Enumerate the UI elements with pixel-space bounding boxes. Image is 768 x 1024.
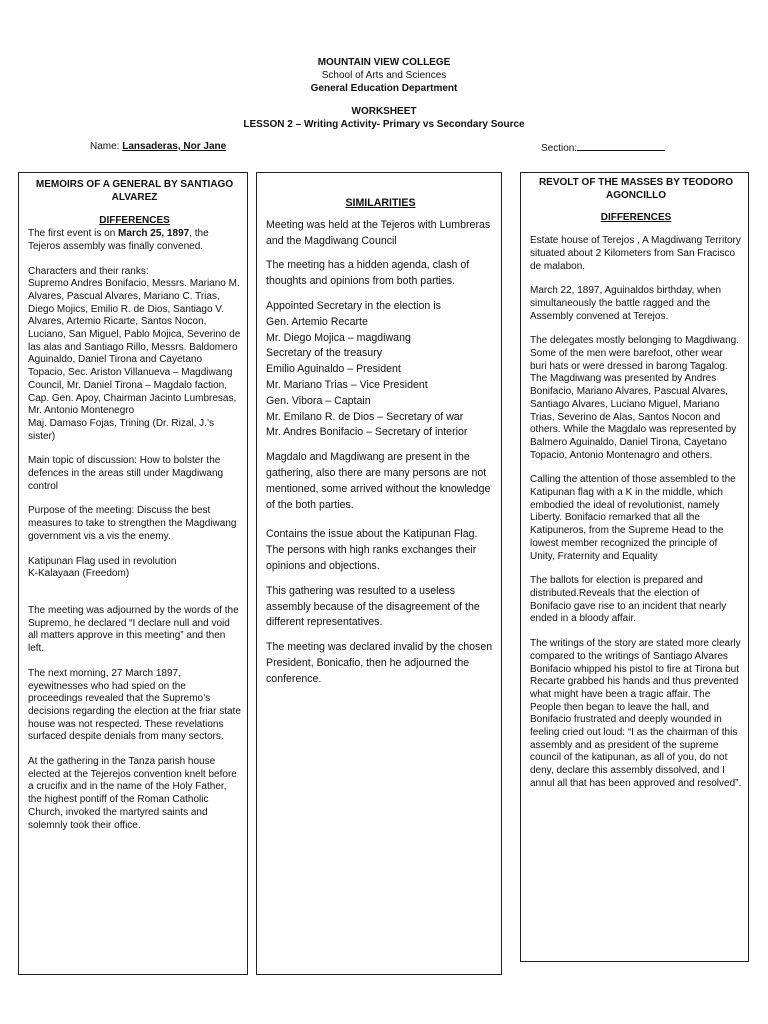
revolt-paragraph-6: The writings of the story are stated more clearly compared to the writings of Santiago Alvares Bonifacio whipped his pistol to fire at Tirona but Recarte grabbed his hands and thus prevented what might have been a tragic affair. The People then began to leave the hall, and Bonifacio frustrated and deeply wounded in feeling cried out loud: “I as the chairman of this assembly and as president of the supreme council of the katipunan, as all of you, do not deny, declare this assembly dissolved, and I annul all that has been approved and resolved”. [530, 638, 742, 789]
memoirs-title: MEMOIRS OF A GENERAL BY SANTIAGO ALVAREZ [35, 179, 234, 203]
memoirs-column [18, 172, 248, 975]
revolt-differences-heading: DIFFERENCES [600, 212, 672, 224]
similarities-heading: SIMILARITIES [345, 197, 416, 209]
school-name: School of Arts and Sciences [321, 70, 447, 81]
name-row [90, 141, 226, 152]
similarities-paragraph-5: Contains the issue about the Katipunan Flag. The persons with high ranks exchanges their opinions and objections. [266, 528, 478, 572]
similarities-paragraph-3: Appointed Secretary in the election is Gen. Artemio Recarte Mr. Diego Mojica – magdiwang Secretary of the treasury Emilio Aguinaldo – President Mr. Mariano Trias – Vice President Gen. Vibora – Captain Mr. Emilano R. de Dios – Secretary of war Mr. Andres Bonifacio – Secretary of interior [266, 299, 468, 439]
revolt-column [520, 172, 749, 962]
name-value: Lansaderas, Nor Jane [122, 141, 227, 152]
similarities-paragraph-6: This gathering was resulted to a useless assembly because of the disagreement of the different representatives. [266, 584, 480, 629]
similarities-paragraph-1: Meeting was held at the Tejeros with Lumbreras and the Magdiwang Council [266, 218, 491, 247]
similarities-column [256, 172, 502, 975]
similarities-paragraph-2: The meeting has a hidden agenda, clash of thoughts and opinions from both parties. [266, 259, 470, 288]
section-label: Section: [541, 143, 578, 154]
revolt-paragraph-5: The ballots for election is prepared and distributed.Reveals that the election of Bonifacio gave rise to an incident that nearly ended in a bloody affair. [530, 575, 727, 625]
memoirs-paragraph-2: Characters and their ranks: Supremo Andres Bonifacio, Messrs. Mariano M. Alvares, Pascual Alvares, Mariano C. Trias, Diego Mojics, Emilio R. de Dios, Santiago V. Alvares, Artemio Ricarte, Santos Nocon, Luciano, San Miguel, Pablo Mojica, Severino de las alas and Santiago Rillo, Messrs. Baldomero Aguinaldo, Daniel Tirona and Cayetano Topacio, Sec. Ariston Villanueva – Magdiwang Council, Mr. Daniel Tirona – Magdalo faction, Cap. Gen. Apoy, Chairman Jacinto Lumbresas, Mr. Antonio Montenegro Maj. Damaso Fojas, Trining (Dr. Rizal, J.’s sister) [28, 265, 241, 442]
memoirs-paragraph-5: Katipunan Flag used in revolution K-Kalayaan (Freedom) [28, 555, 177, 580]
revolt-paragraph-4: Calling the attention of those assembled to the Katipunan flag with a K in the middle, which embodied the ideal of revolutionist, namely Liberty. Bonifacio remarked that all the Katipuneros, from the Supreme Head to the lowest member recognized the principle of Unity, Fraternity and Equality [530, 474, 736, 562]
revolt-paragraph-1: Estate house of Terejos , A Magdiwang Territory situated about 2 Kilometers from San Fracisco de malabon. [530, 235, 741, 272]
name-label: Name: [90, 141, 120, 152]
memoirs-paragraph-3: Main topic of discussion: How to bolster the defences in the areas still under Magdiwang control [28, 455, 224, 492]
document-header [0, 56, 768, 131]
memoirs-paragraph-1: The first event is on March 25, 1897, the Tejeros assembly was finally convened. [28, 228, 209, 252]
section-blank-line [577, 141, 665, 151]
department-name: General Education Department [310, 83, 458, 94]
memoirs-paragraph-6: The meeting was adjourned by the words of the Supremo, he declared “I declare null and void all matters approve in this meeting” and then left. [28, 604, 239, 655]
memoirs-paragraph-7: The next morning, 27 March 1897, eyewitnesses who had spied on the proceedings revealed that the Supremo’s decisions regarding the election at the friar state house was not respected. These revelations surfaced despite denials from many sectors. [28, 667, 241, 743]
memoirs-paragraph-8: At the gathering in the Tanza parish house elected at the Tejerejos convention knelt before a crucifix and in the name of the Holy Father, the highest pontiff of the Roman Catholic Church, invoked the martyred saints and solemnly took their office. [28, 756, 237, 831]
section-row [541, 141, 665, 154]
revolt-paragraph-3: The delegates mostly belonging to Magdiwang. Some of the men were barefoot, other wear buri hats or were dressed in barong Tagalog. The Magdiwang was presented by Andres Bonifacio, Mariano Alvares, Pascual Alvares, Santiago Alvares, Luciano Miguel, Mariano Trias, Severino de Alas, Santos Nocon and others. While the Magdalo was represented by Balmero Aguinaldo, Daniel Tirona, Cayetano Topacio, Antonio Montenagro and others. [530, 335, 740, 461]
similarities-paragraph-4: Magdalo and Magdiwang are present in the gathering, also there are many persons are not mentioned, some arrived without the knowledge of the both parties. [266, 451, 491, 511]
memoirs-differences-heading: DIFFERENCES [99, 215, 170, 227]
memoirs-paragraph-4: Purpose of the meeting: Discuss the best measures to take to strengthen the Magdiwang government vis a vis the enemy. [28, 505, 237, 542]
revolt-paragraph-2: March 22, 1897, Aguinaldos birthday, when simultaneously the battle ragged and the Assembly convened at Terejos. [530, 285, 722, 322]
similarities-paragraph-7: The meeting was declared invalid by the chosen President, Bonicafio, then he adjourned the conference. [266, 641, 493, 685]
revolt-title: REVOLT OF THE MASSES BY TEODORO AGONCILLO [538, 177, 734, 201]
worksheet-title: WORKSHEET [351, 106, 417, 117]
lesson-title: LESSON 2 – Writing Activity- Primary vs Secondary Source [243, 119, 525, 130]
college-name: MOUNTAIN VIEW COLLEGE [317, 57, 451, 68]
